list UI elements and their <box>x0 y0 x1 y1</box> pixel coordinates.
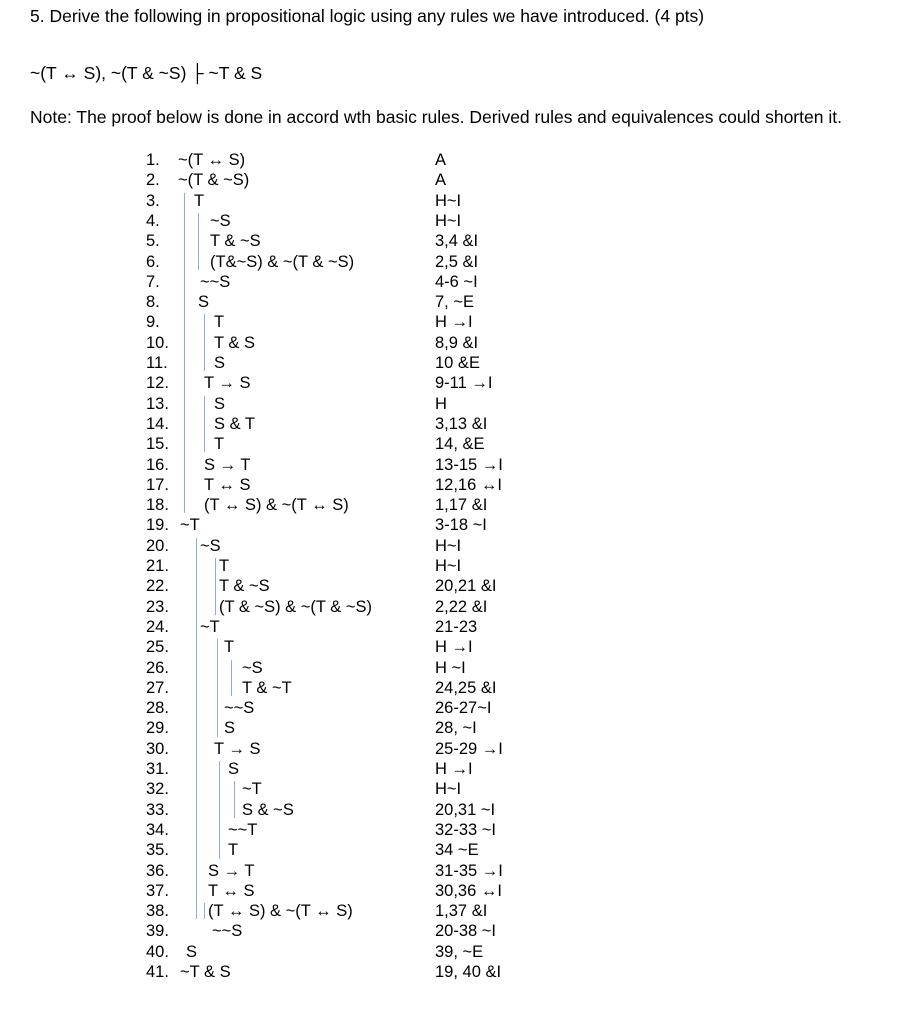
line-justification: 10 &E <box>435 354 480 372</box>
line-formula: ~~S <box>200 272 231 291</box>
subproof-scope-line <box>204 314 205 371</box>
line-formula: ~~S <box>224 699 255 718</box>
line-formula: T & ~S <box>219 577 270 596</box>
line-number: 27. <box>146 678 169 697</box>
line-formula: (T ↔ S) & ~(T ↔ S) <box>204 496 349 515</box>
proof-line <box>0 779 912 799</box>
line-number: 33. <box>146 800 169 819</box>
line-number: 6. <box>146 252 160 271</box>
line-formula: S <box>228 760 240 778</box>
line-justification: 20,31 ~I <box>435 800 496 819</box>
line-formula: S & ~S <box>242 800 294 819</box>
proof-line <box>0 698 912 718</box>
line-number: 16. <box>146 455 169 474</box>
proof-line <box>0 901 912 921</box>
line-justification: A <box>435 151 447 169</box>
line-justification: H →I <box>435 638 473 657</box>
proof-line <box>0 861 912 881</box>
line-formula: T <box>219 557 230 575</box>
line-formula: T ↔ S <box>208 881 255 900</box>
line-justification: 25-29 →I <box>435 739 503 758</box>
proof-line <box>0 617 912 637</box>
line-formula: S <box>214 394 226 413</box>
line-justification: H~I <box>435 780 462 799</box>
line-justification: H~I <box>435 536 462 555</box>
proof-line <box>0 231 912 251</box>
line-number: 36. <box>146 861 169 880</box>
line-justification: 34 ~E <box>435 841 479 860</box>
line-formula: S <box>214 354 226 372</box>
line-justification: 39, ~E <box>435 942 484 961</box>
proof-line <box>0 962 912 982</box>
line-number: 14. <box>146 414 169 433</box>
proof-line <box>0 373 912 393</box>
proof-line <box>0 515 912 535</box>
subproof-scope-line <box>204 396 205 453</box>
line-justification: H~I <box>435 211 462 230</box>
proof-line <box>0 333 912 353</box>
line-number: 9. <box>146 313 160 332</box>
line-number: 26. <box>146 658 169 677</box>
subproof-scope-line <box>198 213 199 270</box>
line-justification: 28, ~I <box>435 719 477 738</box>
line-number: 29. <box>146 719 169 738</box>
line-formula: (T & ~S) & ~(T & ~S) <box>219 597 372 616</box>
line-justification: 7, ~E <box>435 293 474 312</box>
line-number: 7. <box>146 272 160 291</box>
line-formula: T & S <box>214 333 255 352</box>
subproof-scope-line <box>217 639 218 737</box>
line-justification: 21-23 <box>435 617 478 636</box>
proof-line <box>0 455 912 475</box>
line-number: 40. <box>146 942 169 961</box>
line-justification: 3,13 &I <box>435 414 488 433</box>
proof-line <box>0 759 912 779</box>
subproof-scope-line <box>231 660 232 697</box>
line-formula: ~T <box>200 617 220 636</box>
line-number: 5. <box>146 232 160 251</box>
line-number: 19. <box>146 516 169 535</box>
line-formula: ~S <box>210 211 231 230</box>
line-formula: (T&~S) & ~(T & ~S) <box>210 252 355 271</box>
line-justification: 3,4 &I <box>435 232 479 251</box>
line-formula: ~~S <box>212 922 243 941</box>
line-justification: 32-33 ~I <box>435 820 497 839</box>
line-number: 41. <box>146 963 169 981</box>
subproof-scope-line <box>196 538 197 920</box>
line-formula: ~S <box>200 536 221 555</box>
line-justification: 20-38 ~I <box>435 922 497 941</box>
line-justification: 20,21 &I <box>435 577 497 596</box>
line-justification: 2,22 &I <box>435 597 488 616</box>
line-number: 1. <box>146 151 160 169</box>
line-number: 17. <box>146 475 169 494</box>
line-number: 13. <box>146 394 169 413</box>
proof-line <box>0 881 912 901</box>
line-number: 8. <box>146 293 160 312</box>
proof-line <box>0 414 912 434</box>
proof-line <box>0 475 912 495</box>
proof-line <box>0 637 912 657</box>
line-formula: S & T <box>214 414 255 433</box>
line-formula: T <box>214 313 225 332</box>
proof-line <box>0 495 912 515</box>
proof-line <box>0 800 912 820</box>
line-number: 25. <box>146 638 169 657</box>
line-formula: S <box>186 942 198 961</box>
proof-line <box>0 292 912 312</box>
proof-line <box>0 556 912 576</box>
subproof-scope-line <box>219 761 220 859</box>
line-formula: T <box>194 191 205 210</box>
line-number: 20. <box>146 536 169 555</box>
subproof-scope-line <box>234 781 235 818</box>
proof-line <box>0 576 912 596</box>
line-formula: T → S <box>214 739 261 758</box>
proof-line <box>0 272 912 292</box>
line-number: 21. <box>146 557 169 575</box>
proof-line <box>0 942 912 962</box>
line-number: 32. <box>146 780 169 799</box>
line-number: 28. <box>146 699 169 718</box>
line-number: 12. <box>146 374 169 393</box>
line-formula: T <box>214 435 225 454</box>
line-formula: S → T <box>208 861 255 880</box>
line-formula: (T ↔ S) & ~(T ↔ S) <box>208 902 353 921</box>
proof-line <box>0 820 912 840</box>
line-number: 37. <box>146 881 169 900</box>
proof-line <box>0 718 912 738</box>
line-number: 22. <box>146 577 169 596</box>
line-justification: A <box>435 171 447 190</box>
line-formula: T & ~T <box>242 678 292 697</box>
line-number: 23. <box>146 597 169 616</box>
proof-line <box>0 678 912 698</box>
line-number: 3. <box>146 191 160 210</box>
line-justification: 30,36 ↔I <box>435 881 502 900</box>
line-formula: ~(T ↔ S) <box>178 151 246 169</box>
subproof-scope-line <box>215 558 216 615</box>
line-number: 15. <box>146 435 169 454</box>
proof-line <box>0 597 912 617</box>
line-formula: ~~T <box>228 820 258 839</box>
line-formula: T ↔ S <box>204 475 251 494</box>
line-formula: ~T <box>242 780 262 799</box>
line-justification: 8,9 &I <box>435 333 479 352</box>
line-justification: H~I <box>435 191 462 210</box>
proof-line <box>0 536 912 556</box>
line-number: 2. <box>146 171 160 190</box>
line-formula: ~T & S <box>180 963 231 981</box>
proof-line <box>0 921 912 941</box>
line-justification: H~I <box>435 557 462 575</box>
line-number: 24. <box>146 617 169 636</box>
line-number: 39. <box>146 922 169 941</box>
line-formula: S <box>224 719 236 738</box>
line-number: 10. <box>146 333 169 352</box>
line-formula: T & ~S <box>210 232 261 251</box>
line-justification: 9-11 →I <box>435 374 493 393</box>
line-number: 4. <box>146 211 160 230</box>
line-justification: 31-35 →I <box>435 861 503 880</box>
line-justification: 4-6 ~I <box>435 272 478 291</box>
line-justification: 26-27~I <box>435 699 492 718</box>
line-justification: H →I <box>435 760 473 778</box>
proof-line <box>0 150 912 170</box>
subproof-scope-line <box>204 903 205 919</box>
proof-line <box>0 840 912 860</box>
line-number: 34. <box>146 820 169 839</box>
sequent: ~(T ↔ S), ~(T & ~S) ├ ~T & S <box>30 63 263 83</box>
line-justification: H ~I <box>435 658 466 677</box>
line-justification: 14, &E <box>435 435 485 454</box>
proof-line <box>0 658 912 678</box>
line-formula: ~S <box>242 658 263 677</box>
line-formula: ~T <box>180 516 200 535</box>
proof-line <box>0 191 912 211</box>
proof-line <box>0 434 912 454</box>
line-number: 35. <box>146 841 169 860</box>
line-number: 30. <box>146 739 169 758</box>
proof-line <box>0 739 912 759</box>
line-justification: 3-18 ~I <box>435 516 487 535</box>
line-number: 31. <box>146 760 169 778</box>
proof-line <box>0 353 912 373</box>
line-formula: ~(T & ~S) <box>178 171 250 190</box>
proof-note: Note: The proof below is done in accord wth basic rules. Derived rules and equivalences could shorten it. <box>30 107 842 127</box>
line-formula: S → T <box>204 455 251 474</box>
line-justification: 13-15 →I <box>435 455 503 474</box>
line-justification: H <box>435 394 447 413</box>
line-justification: 1,37 &I <box>435 902 488 921</box>
line-number: 11. <box>146 354 168 372</box>
line-justification: 12,16 ↔I <box>435 475 502 494</box>
line-justification: 24,25 &I <box>435 678 497 697</box>
line-justification: 19, 40 &I <box>435 963 502 981</box>
line-justification: 1,17 &I <box>435 496 488 515</box>
proof-line <box>0 312 912 332</box>
proof-line <box>0 211 912 231</box>
line-number: 38. <box>146 902 169 921</box>
line-formula: T <box>228 841 239 860</box>
proof-line <box>0 394 912 414</box>
subproof-scope-line <box>184 193 185 514</box>
line-justification: 2,5 &I <box>435 252 479 271</box>
problem-title: 5. Derive the following in propositional logic using any rules we have introduced. (4 pts) <box>30 6 705 26</box>
line-formula: T → S <box>204 374 251 393</box>
proof-line <box>0 252 912 272</box>
line-justification: H →I <box>435 313 473 332</box>
line-formula: T <box>224 638 235 657</box>
line-formula: S <box>198 293 210 312</box>
line-number: 18. <box>146 496 169 515</box>
proof-line <box>0 170 912 190</box>
